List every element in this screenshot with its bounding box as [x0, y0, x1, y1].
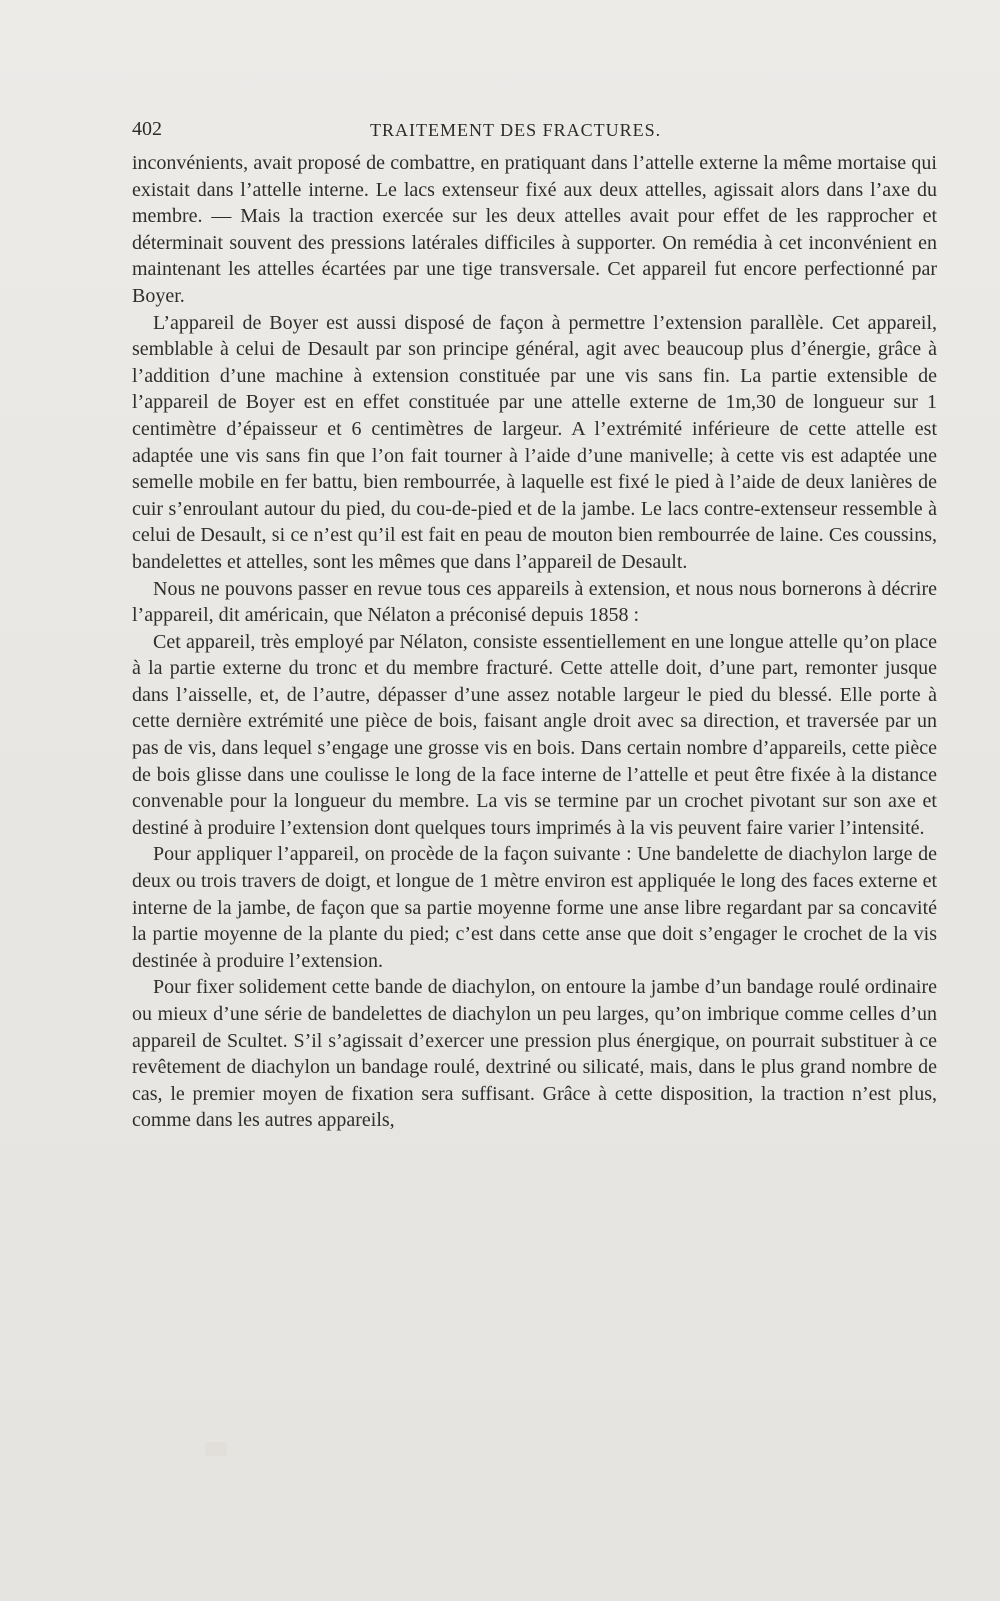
- body-text: [132, 150, 937, 1134]
- paragraph: Cet appareil, très employé par Nélaton, consiste essentiellement en une longue attelle qu’on place à la partie externe du tronc et du membre fracturé. Cette attelle doit, d’une part, remonter jusque dans l’aisselle, et, de l’autre, dépasser d’une assez notable largeur le pied du blessé. Elle porte à cette dernière extrémité une pièce de bois, faisant angle droit avec sa direction, et traversée par un pas de vis, dans lequel s’engage une grosse vis en bois. Dans certain nombre d’appareils, cette pièce de bois glisse dans une coulisse le long de la face interne de l’attelle et peut être fixée à la distance convenable pour la longueur du membre. La vis se termine par un crochet pivotant sur son axe et destiné à produire l’extension dont quelques tours imprimés à la vis peuvent faire varier l’intensité.: [132, 630, 937, 839]
- paragraph-continuation: inconvénients, avait proposé de combattre, en pratiquant dans l’attelle externe la même mortaise qui existait dans l’attelle interne. Le lacs extenseur fixé aux deux attelles, agissait alors dans l’axe du membre. — Mais la traction exercée sur les deux attelles avait pour effet de les rapprocher et déterminait souvent des pressions latérales difficiles à supporter. On remédia à cet inconvénient en maintenant les attelles écartées par une tige transversale. Cet appareil fut encore perfectionné par Boyer.: [132, 152, 937, 307]
- show-through-mark: [205, 1442, 227, 1456]
- running-head: [132, 118, 937, 146]
- paragraph: Pour fixer solidement cette bande de diachylon, on entoure la jambe d’un bandage roulé ordinaire ou mieux d’une série de bandelettes de diachylon un peu larges, qu’on imbrique comme celles d’un appareil de Scultet. S’il s’agissait d’exercer une pression plus énergique, on pourrait substituer à ce revêtement de diachylon un bandage roulé, dextriné ou silicaté, mais, dans le plus grand nombre de cas, le premier moyen de fixation sera suffisant. Grâce à cette disposition, la traction n’est plus, comme dans les autres appareils,: [132, 976, 937, 1132]
- paragraph: L’appareil de Boyer est aussi disposé de façon à permettre l’extension parallèle. Cet appareil, semblable à celui de Desault par son principe général, agit avec beaucoup plus d’énergie, grâce à l’addition d’une machine à extension constituée par une vis sans fin. La partie extensible de l’appareil de Boyer est en effet constituée par une attelle externe de 1m,30 de longueur sur 1 centimètre d’épaisseur et 6 centimètres de largeur. A l’extrémité inférieure de cette attelle est adaptée une vis sans fin que l’on fait tourner à l’aide d’une manivelle; à cette vis est adaptée une semelle mobile en fer battu, bien rembourrée, à laquelle est fixé le pied à l’aide de deux lanières de cuir s’enroulant autour du pied, du cou-de-pied et de la jambe. Le lacs contre-extenseur ressemble à celui de Desault, si ce n’est qu’il est fait en peau de mouton bien rembourrée de laine. Ces coussins, bandelettes et attelles, sont les mêmes que dans l’appareil de Desault.: [132, 311, 937, 573]
- running-title: TRAITEMENT DES FRACTURES.: [370, 120, 662, 140]
- page-number: 402: [132, 118, 162, 140]
- paragraph: Pour appliquer l’appareil, on procède de la façon suivante : Une bandelette de diachylon large de deux ou trois travers de doigt, et longue de 1 mètre environ est appliquée le long des faces externe et interne de la jambe, de façon que sa partie moyenne forme une anse libre regardant par sa concavité la partie moyenne de la plante du pied; c’est dans cette anse que doit s’engager le crochet de la vis destinée à produire l’extension.: [132, 843, 937, 972]
- paragraph: Nous ne pouvons passer en revue tous ces appareils à extension, et nous nous bornerons à décrire l’appareil, dit américain, que Nélaton a préconisé depuis 1858 :: [132, 577, 937, 627]
